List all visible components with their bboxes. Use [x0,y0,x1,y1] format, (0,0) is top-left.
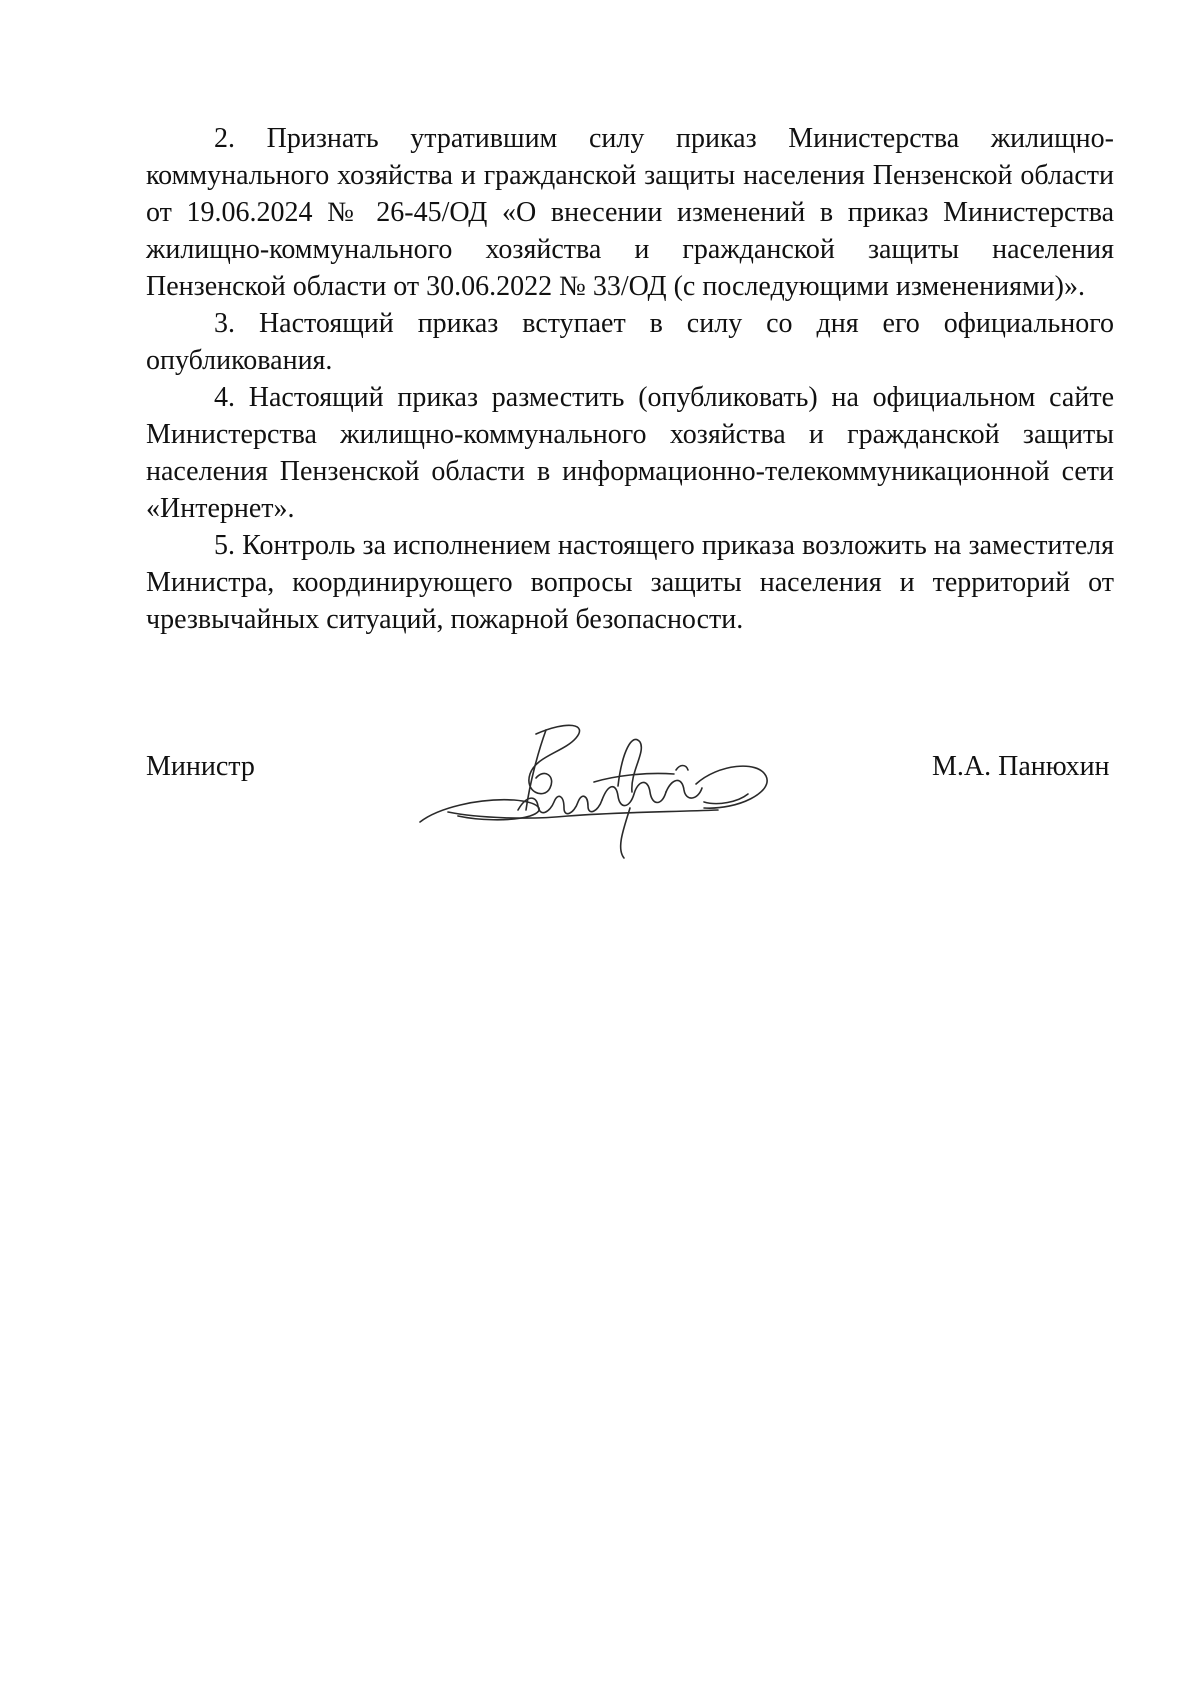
paragraph-3: 3. Настоящий приказ вступает в силу со дня его официального опубликования. [146,308,1114,376]
signatory-title: Министр [146,751,255,782]
handwritten-signature [418,712,798,862]
document-body [146,120,1114,638]
paragraph-5: 5. Контроль за исполнением настоящего приказа возложить на заместителя Министра, координирующего вопросы защиты населения и территорий от чрезвычайных ситуаций, пожарной безопасности. [146,530,1114,635]
paragraph-2: 2. Признать утратившим силу приказ Министерства жилищно-коммунального хозяйства и гражданской защиты населения Пензенской области от 19.06.2024 № 26-45/ОД «О внесении изменений в приказ Министерства жилищно-коммунального хозяйства и гражданской защиты населения Пензенской области от 30.06.2022 № 33/ОД (с последующими изменениями)». [146,123,1114,302]
signatory-name: М.А. Панюхин [932,751,1110,782]
paragraph-4: 4. Настоящий приказ разместить (опубликовать) на официальном сайте Министерства жилищно-коммунального хозяйства и гражданской защиты населения Пензенской области в информационно-телекоммуникационной сети «Интернет». [146,382,1114,524]
